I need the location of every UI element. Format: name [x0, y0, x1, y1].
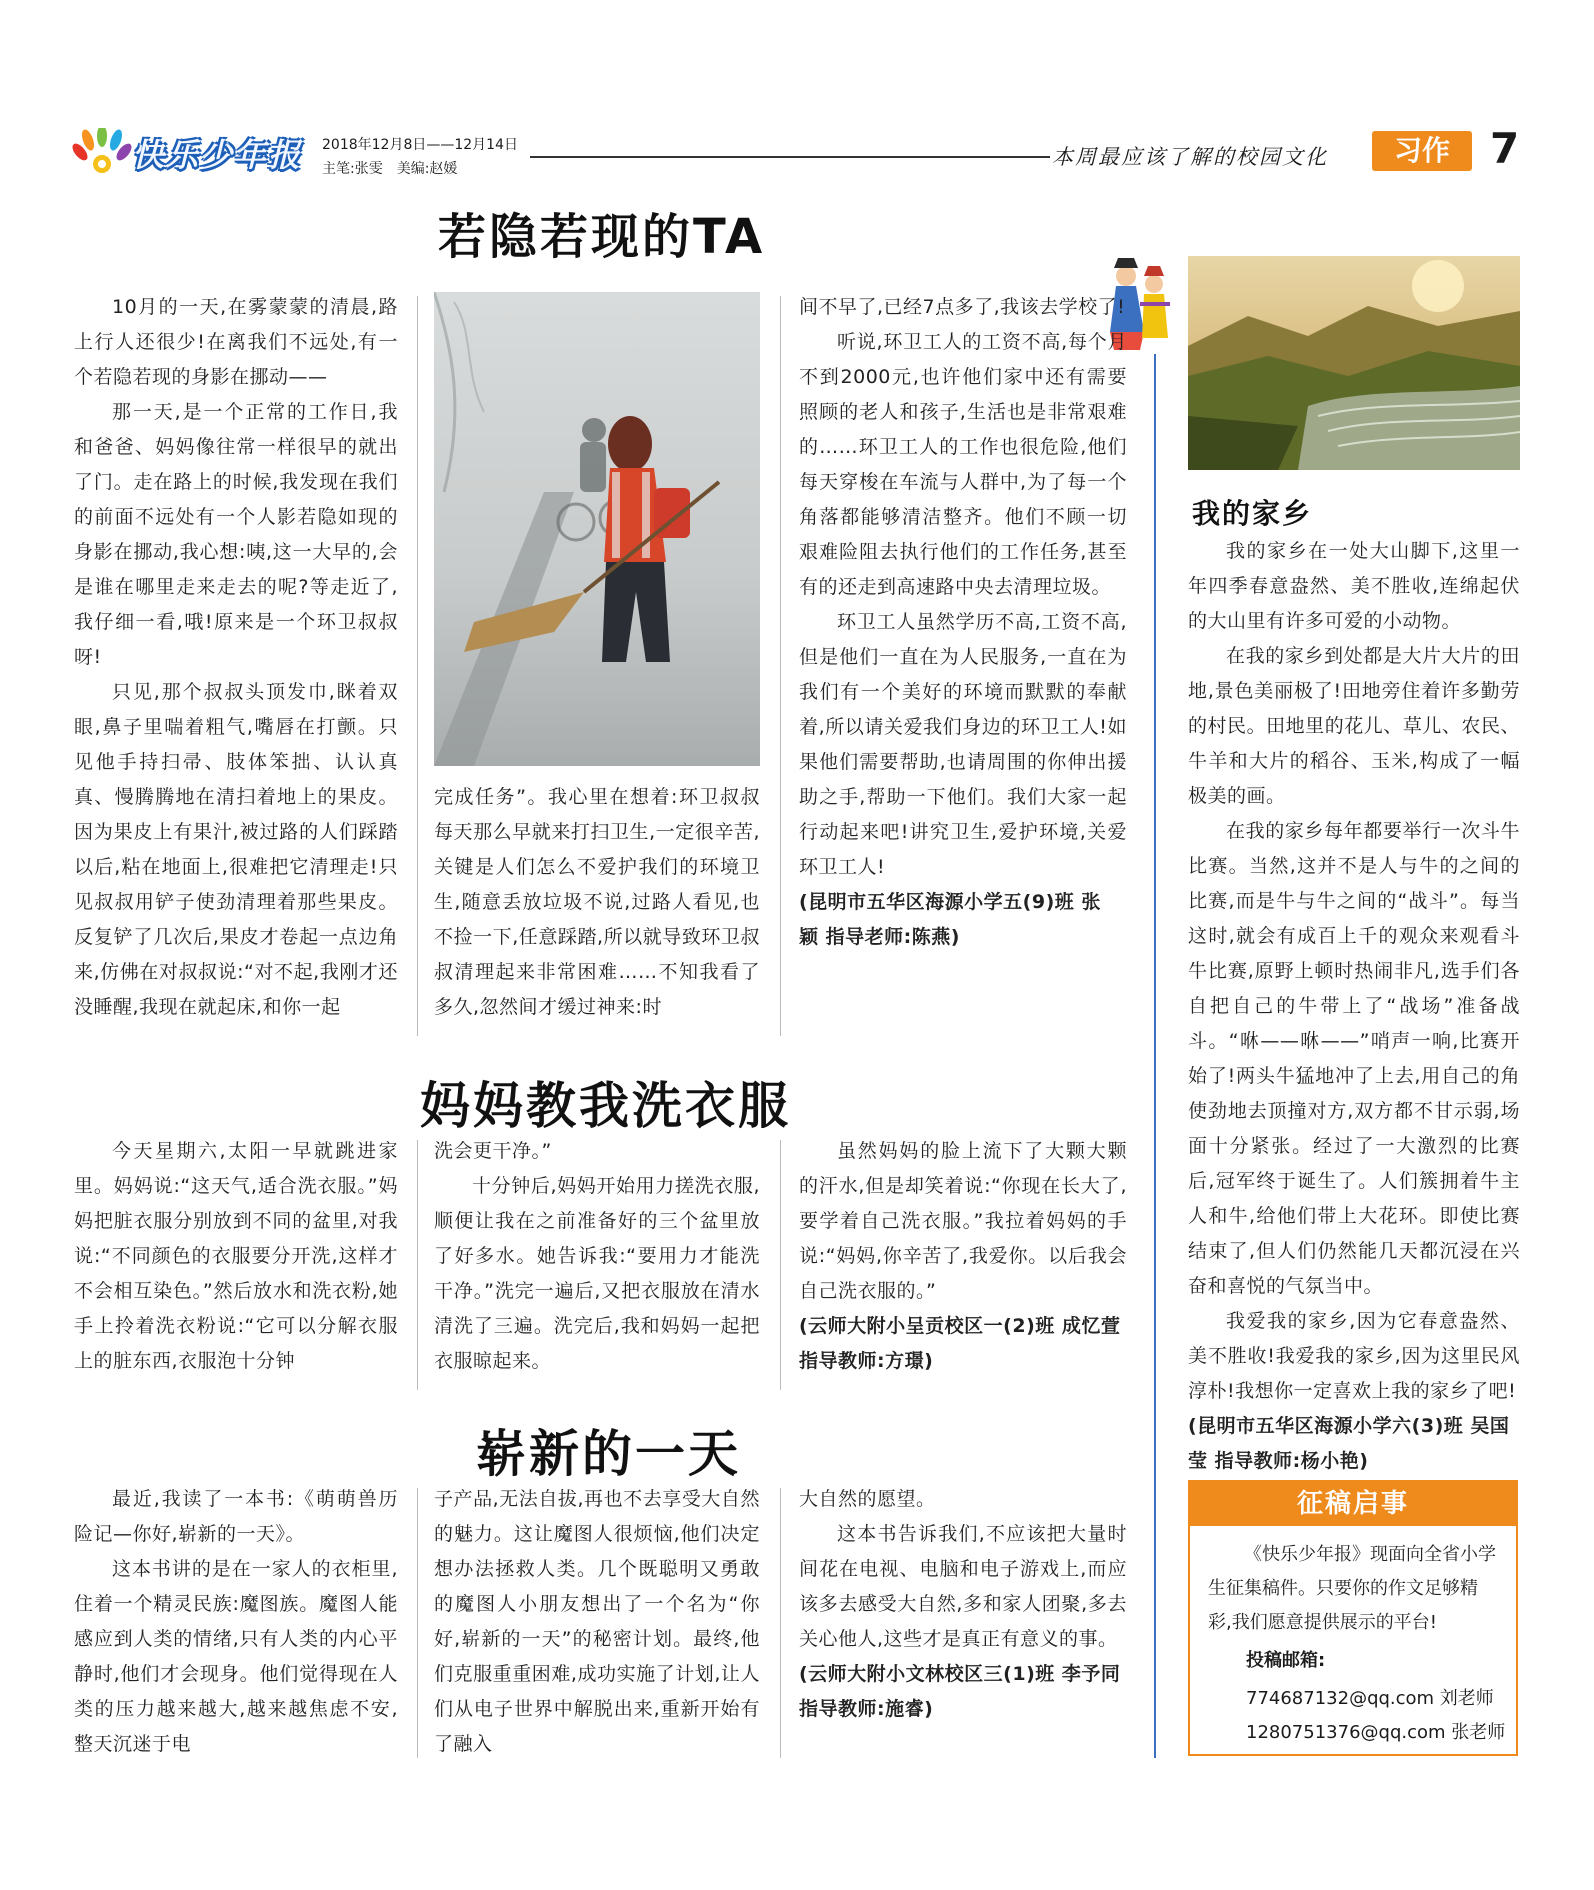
article1-title: 若隐若现的TA — [438, 209, 766, 265]
paragraph: 只见,那个叔叔头顶发巾,眯着双眼,鼻子里喘着粗气,嘴唇在打颤。只见他手持扫帚、肢体笨拙、认认真真、慢腾腾地在清扫着地上的果皮。因为果皮上有果汁,被过路的人们踩踏以后,粘在地面上,很难把它清理走!只见叔叔用铲子使劲清理着那些果皮。反复铲了几次后,果皮才卷起一点边角来,仿佛在对叔叔说:“对不起,我刚才还没睡醒,我现在就起床,和你一起 — [74, 681, 398, 1018]
article1-column1 — [74, 290, 398, 1025]
article1-signature: (昆明市五华区海源小学五(9)班 张 颖 指导老师:陈燕) — [799, 891, 1101, 948]
paragraph: 最近,我读了一本书:《萌萌兽历险记—你好,崭新的一天》。 — [74, 1488, 398, 1545]
column-divider — [417, 1140, 418, 1390]
paragraph: 子产品,无法自拔,再也不去享受大自然的魅力。这让魔图人很烦恼,他们决定想办法拯救人类。几个既聪明又勇敢的魔图人小朋友想出了一个名为“你好,崭新的一天”的秘密计划。最终,他们克服重重困难,成功实施了计划,让人们从电子世界中解脱出来,重新开始有了融入 — [434, 1488, 760, 1755]
hometown-landscape-photo — [1188, 256, 1520, 470]
paragraph: 大自然的愿望。 — [799, 1488, 936, 1510]
editor-credits: 主笔:张雯 美编:赵媛 — [322, 161, 458, 177]
column-divider — [780, 1140, 781, 1390]
notice-mail-label: 投稿邮箱: — [1246, 1650, 1326, 1671]
paragraph: 完成任务”。我心里在想着:环卫叔叔每天那么早就来打扫卫生,一定很辛苦,关键是人们怎么不爱护我们的环境卫生,随意丢放垃圾不说,过路人看见,也不捡一下,任意踩踏,所以就导致环卫叔叔清理起来非常困难……不知我看了多久,忽然间才缓过神来:时 — [434, 786, 760, 1018]
article1-column3 — [799, 290, 1127, 955]
paragraph: 环卫工人虽然学历不高,工资不高,但是他们一直在为人民服务,一直在为我们有一个美好的环境而默默的奉献着,所以请关爱我们身边的环卫工人!如果他们需要帮助,也请周围的你伸出援助之手,帮助一下他们。我们大家一起行动起来吧!讲究卫生,爱护环境,关爱环卫工人! — [799, 611, 1127, 878]
article3-title: 崭新的一天 — [476, 1425, 741, 1483]
column-divider — [780, 296, 781, 1036]
article2-signature: (云师大附小呈贡校区一(2)班 成忆萱 指导教师:方璟) — [799, 1315, 1140, 1372]
paragraph: 十分钟后,妈妈开始用力搓洗衣服,顺便让我在之前准备好的三个盆里放了好多水。她告诉我:“要用力才能洗干净。”洗完一遍后,又把衣服放在清水清洗了三遍。洗完后,我和妈妈一起把衣服晾起来。 — [434, 1175, 760, 1372]
paragraph: 听说,环卫工人的工资不高,每个月不到2000元,也许他们家中还有需要照顾的老人和孩子,生活也是非常艰难的……环卫工人的工作也很危险,他们每天穿梭在车流与人群中,为了每一个角落都能够清洁整齐。他们不顾一切艰难险阻去执行他们的工作任务,甚至有的还走到高速路中央去清理垃圾。 — [799, 331, 1127, 598]
paragraph: 这本书告诉我们,不应该把大量时间花在电视、电脑和电子游戏上,而应该多去感受大自然,多和家人团聚,多去关心他人,这些才是真正有意义的事。 — [799, 1523, 1127, 1650]
call-for-submissions-box — [1188, 1480, 1518, 1756]
page-number: 7 — [1490, 124, 1520, 173]
sidebar-article-signature: (昆明市五华区海源小学六(3)班 吴国莹 指导教师:杨小艳) — [1188, 1415, 1510, 1472]
article2-column3 — [799, 1134, 1140, 1379]
sidebar-article-body — [1188, 534, 1520, 1479]
logo-text: 快乐少年报 — [132, 136, 303, 174]
notice-email-2[interactable]: 1280751376@qq.com 张老师 — [1246, 1722, 1506, 1743]
notice-body — [1208, 1538, 1500, 1640]
paragraph: 在我的家乡每年都要举行一次斗牛比赛。当然,这并不是人与牛的之间的比赛,而是牛与牛之间的“战斗”。每当这时,就会有成百上千的观众来观看斗牛比赛,原野上顿时热闹非凡,选手们各自把自己的牛带上了“战场”准备战斗。“咻——咻——”哨声一响,比赛开始了!两头牛猛地冲了上去,用自己的角使劲地去顶撞对方,双方都不甘示弱,场面十分紧张。经过了一大激烈的比赛后,冠军终于诞生了。人们簇拥着牛主人和牛,给他们带上大花环。即使比赛结束了,但人们仍然能几天都沉浸在兴奋和喜悦的气氛当中。 — [1188, 820, 1520, 1297]
section-badge: 习作 — [1372, 131, 1472, 171]
article3-column2 — [434, 1482, 760, 1762]
paragraph: 这本书讲的是在一家人的衣柜里,住着一个精灵民族:魔图族。魔图人能感应到人类的情绪,只有人类的内心平静时,他们才会现身。他们觉得现在人类的压力越来越大,越来越焦虑不安,整天沉迷于电 — [74, 1558, 398, 1755]
column-divider — [417, 296, 418, 1036]
paragraph: 10月的一天,在雾蒙蒙的清晨,路上行人还很少!在离我们不远处,有一个若隐若现的身影在挪动—— — [74, 296, 398, 388]
article2-column2 — [434, 1134, 760, 1379]
header-rule — [530, 156, 1050, 158]
paragraph: 间不早了,已经7点多了,我该去学校了! — [799, 296, 1126, 318]
paragraph: 我爱我的家乡,因为它春意盎然、美不胜收!我爱我的家乡,因为这里民风淳朴!我想你一定喜欢上我的家乡了吧! — [1188, 1310, 1520, 1402]
article2-title: 妈妈教我洗衣服 — [420, 1077, 791, 1135]
notice-title: 征稿启事 — [1190, 1482, 1516, 1526]
article1-column2 — [434, 780, 760, 1025]
paragraph: 在我的家乡到处都是大片大片的田地,景色美丽极了!田地旁住着许多勤劳的村民。田地里的花儿、草儿、农民、牛羊和大片的稻谷、玉米,构成了一幅极美的画。 — [1188, 645, 1520, 807]
column-divider — [780, 1488, 781, 1758]
notice-text: 《快乐少年报》现面向全省小学生征集稿件。只要你的作文足够精彩,我们愿意提供展示的平台! — [1208, 1544, 1496, 1633]
paragraph: 洗会更干净。” — [434, 1140, 552, 1162]
logo-flower-icon — [72, 128, 134, 176]
header-slogan: 本周最应该了解的校园文化 — [1052, 145, 1328, 169]
article3-column1 — [74, 1482, 398, 1762]
paragraph: 虽然妈妈的脸上流下了大颗大颗的汗水,但是却笑着说:“你现在长大了,要学着自己洗衣服。”我拉着妈妈的手说:“妈妈,你辛苦了,我爱你。以后我会自己洗衣服的。” — [799, 1140, 1127, 1302]
article3-signature: (云师大附小文林校区三(1)班 李予同 指导教师:施睿) — [799, 1663, 1121, 1720]
article2-column1 — [74, 1134, 398, 1379]
article3-column3 — [799, 1482, 1127, 1727]
sidebar-article-title: 我的家乡 — [1192, 497, 1313, 530]
paragraph: 我的家乡在一处大山脚下,这里一年四季春意盎然、美不胜收,连绵起伏的大山里有许多可爱的小动物。 — [1188, 540, 1520, 632]
column-divider — [417, 1488, 418, 1758]
paragraph: 今天星期六,太阳一早就跳进家里。妈妈说:“这天气,适合洗衣服。”妈妈把脏衣服分别放到不同的盆里,对我说:“不同颜色的衣服要分开洗,这样才不会相互染色。”然后放水和洗衣粉,她手上拎着洗衣粉说:“它可以分解衣服上的脏东西,衣服泡十分钟 — [74, 1140, 398, 1372]
sidebar-rule — [1154, 354, 1156, 1758]
notice-email-1[interactable]: 774687132@qq.com 刘老师 — [1246, 1688, 1494, 1709]
paragraph: 那一天,是一个正常的工作日,我和爸爸、妈妈像往常一样很早的就出了门。走在路上的时候,我发现在我们的前面不远处有一个人影若隐如现的身影在挪动,我心想:咦,这一大早的,会是谁在哪里走来走去的呢?等走近了,我仔细一看,哦!原来是一个环卫叔叔呀! — [74, 401, 398, 668]
issue-date: 2018年12月8日——12月14日 — [322, 137, 518, 153]
newspaper-logo — [72, 126, 302, 178]
street-sweeper-photo — [434, 292, 760, 766]
